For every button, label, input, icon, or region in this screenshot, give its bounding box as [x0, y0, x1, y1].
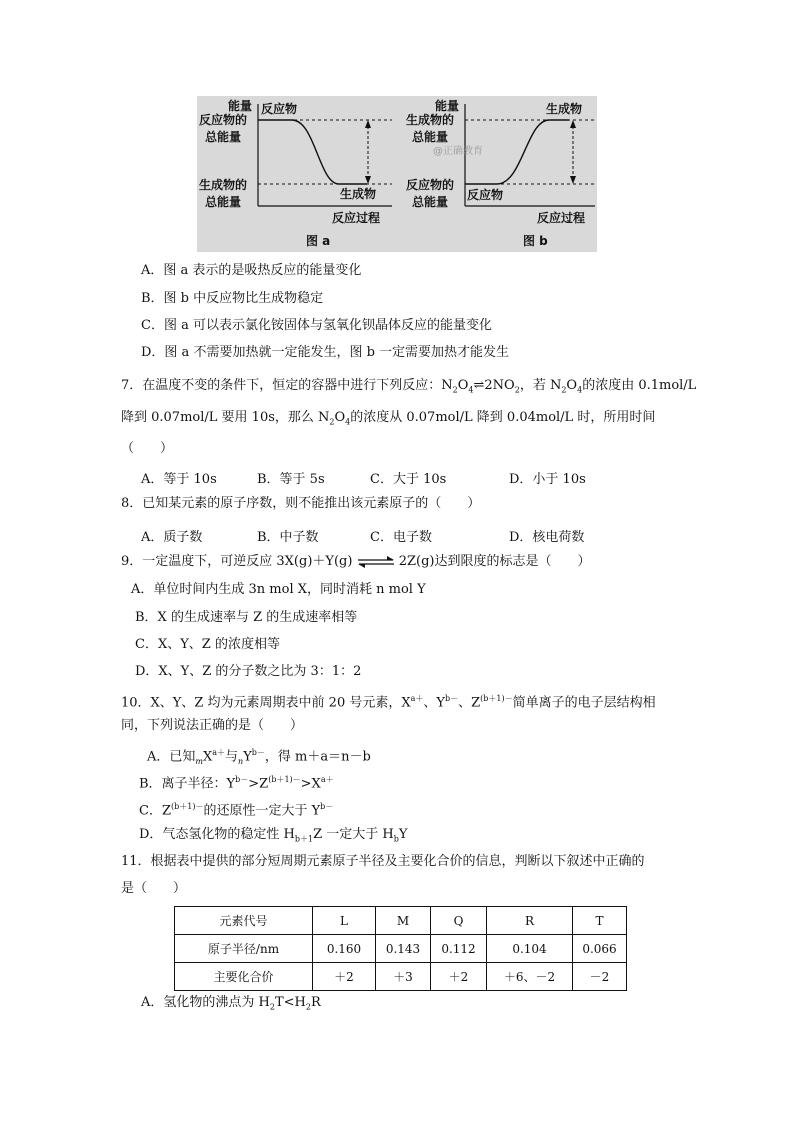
- fig-b-bottom-level-label-1: 反应物的: [406, 178, 455, 192]
- q6-option-b: B．图 b 中反应物比生成物稳定: [141, 291, 324, 306]
- fig-b-bottom-level-label-2: 总能量: [412, 195, 449, 209]
- fig-a-arrow-head-up: [365, 120, 371, 128]
- table-cell: ＋3: [376, 963, 431, 991]
- energy-diagrams-svg: [197, 96, 597, 252]
- fig-b-bottom-curve-label: 反应物: [467, 188, 504, 202]
- q6-option-a: A．图 a 表示的是吸热反应的能量变化: [141, 263, 362, 278]
- q10-option-b: B．离子半径：$Y^{b-}>Z^{(b+1)-}>X^{a+}$: [139, 775, 334, 792]
- energy-diagram-figure: [197, 96, 597, 252]
- fig-a-top-curve-label: 反应物: [261, 102, 298, 116]
- fig-a-bottom-level-label-1: 生成物的: [199, 178, 248, 192]
- q8-option-c: C．电子数: [370, 530, 432, 545]
- fig-b-top-level-label-2: 总能量: [412, 130, 449, 144]
- q11-option-a: A．氢化物的沸点为 $H_2T<H_2R$: [141, 995, 321, 1012]
- q8-option-b: B．中子数: [257, 530, 319, 545]
- watermark: @正确教育: [433, 146, 483, 157]
- q8-option-d: D．核电荷数: [509, 530, 585, 545]
- table-cell: M: [376, 907, 431, 935]
- equilibrium-arrow-icon: [357, 555, 395, 569]
- q9-stem: 9．一定温度下，可逆反应 3X(g)＋Y(g) 2Z(g)达到限度的标志是（ ）: [121, 554, 591, 569]
- table-cell: 0.143: [376, 935, 431, 963]
- fig-b-top-curve-label: 生成物: [546, 102, 583, 116]
- q9-option-b: B．X 的生成速率与 Z 的生成速率相等: [135, 610, 358, 625]
- table-cell: 0.066: [573, 935, 627, 963]
- fig-a-arrow-head-down: [365, 176, 371, 184]
- q10-stem-line2: 同，下列说法正确的是（ ）: [121, 718, 304, 733]
- q11-stem-line2: 是（ ）: [121, 881, 187, 896]
- fig-b-y-label: 能量: [435, 99, 460, 113]
- table-cell: －2: [573, 963, 627, 991]
- q11-stem-line1: 11．根据表中提供的部分短周期元素原子半径及主要化合价的信息，判断以下叙述中正确的: [121, 854, 645, 869]
- table-cell: Q: [431, 907, 487, 935]
- table-cell: R: [487, 907, 573, 935]
- fig-a-caption: 图 a: [306, 234, 331, 248]
- fig-b-arrow-head-up: [570, 120, 576, 128]
- table-header-row: [175, 907, 627, 935]
- fig-a-x-label: 反应过程: [332, 211, 381, 225]
- fig-b-top-level-label-1: 生成物的: [406, 113, 455, 127]
- q7-stem-line3: （ ）: [121, 441, 174, 456]
- table-cell: ＋2: [313, 963, 376, 991]
- table-cell: 0.160: [313, 935, 376, 963]
- table-cell: L: [313, 907, 376, 935]
- fig-a-energy-curve: [258, 120, 367, 184]
- table-row: [175, 935, 627, 963]
- q8-stem: 8．已知某元素的原子序数，则不能推出该元素原子的（ ）: [121, 496, 481, 511]
- fig-b-x-label: 反应过程: [537, 211, 586, 225]
- q10-option-c: C．$Z^{(b+1)-}$的还原性一定大于 $Y^{b-}$: [139, 802, 334, 819]
- q9-option-d: D．X、Y、Z 的分子数之比为 3：1：2: [135, 664, 362, 679]
- q10-option-a: A．已知$_mX^{a+}$与$_nY^{b-}$，得 m＋a＝n－b: [147, 748, 371, 766]
- table-cell: 原子半径/nm: [175, 935, 313, 963]
- q7-stem-line2: 降到 0.07mol/L 要用 10s，那么 $N_2O_4$的浓度从 0.07mol/L 降到 0.04mol/L 时，所用时间: [121, 410, 656, 427]
- q9-option-a: A．单位时间内生成 3n mol X，同时消耗 n mol Y: [131, 582, 426, 597]
- table-cell: 元素代号: [175, 907, 313, 935]
- q7-option-a: A．等于 10s: [141, 472, 217, 487]
- table-cell: 主要化合价: [175, 963, 313, 991]
- fig-a-top-level-label-2: 总能量: [205, 130, 242, 144]
- q7-option-c: C．大于 10s: [370, 472, 447, 487]
- q6-option-d: D．图 a 不需要加热就一定能发生，图 b 一定需要加热才能发生: [141, 345, 510, 360]
- fig-b-caption: 图 b: [523, 234, 548, 248]
- fig-a-bottom-level-label-2: 总能量: [205, 195, 242, 209]
- q10-option-d: D．气态氢化物的稳定性 $H_{b+1}Z$ 一定大于 $H_bY$: [139, 827, 408, 844]
- q10-stem-line1: 10．X、Y、Z 均为元素周期表中前 20 号元素，$X^{a+}$、$Y^{b-}$、$Z^{(b+1)-}$简单离子的电子层结构相: [121, 694, 656, 711]
- q7-option-d: D．小于 10s: [509, 472, 586, 487]
- table-cell: ＋2: [431, 963, 487, 991]
- q9-option-c: C．X、Y、Z 的浓度相等: [135, 637, 280, 652]
- q7-option-b: B．等于 5s: [257, 472, 325, 487]
- q8-option-a: A．质子数: [141, 530, 203, 545]
- q6-option-c: C．图 a 可以表示氯化铵固体与氢氧化钡晶体反应的能量变化: [141, 318, 492, 333]
- fig-a-top-level-label-1: 反应物的: [199, 113, 248, 127]
- q7-stem-line1: 7．在温度不变的条件下，恒定的容器中进行下列反应：$N_2O_4\rightleftharpoons 2NO_2$，若 $N_2O_4$的浓度由 0.1mol/L: [121, 378, 697, 395]
- fig-b-arrow-head-down: [570, 176, 576, 184]
- fig-a-bottom-curve-label: 生成物: [340, 187, 377, 201]
- table-cell: T: [573, 907, 627, 935]
- element-data-table: [174, 906, 627, 991]
- fig-a-y-label: 能量: [228, 99, 253, 113]
- table-row: [175, 963, 627, 991]
- table-cell: ＋6、－2: [487, 963, 573, 991]
- table-cell: 0.104: [487, 935, 573, 963]
- table-cell: 0.112: [431, 935, 487, 963]
